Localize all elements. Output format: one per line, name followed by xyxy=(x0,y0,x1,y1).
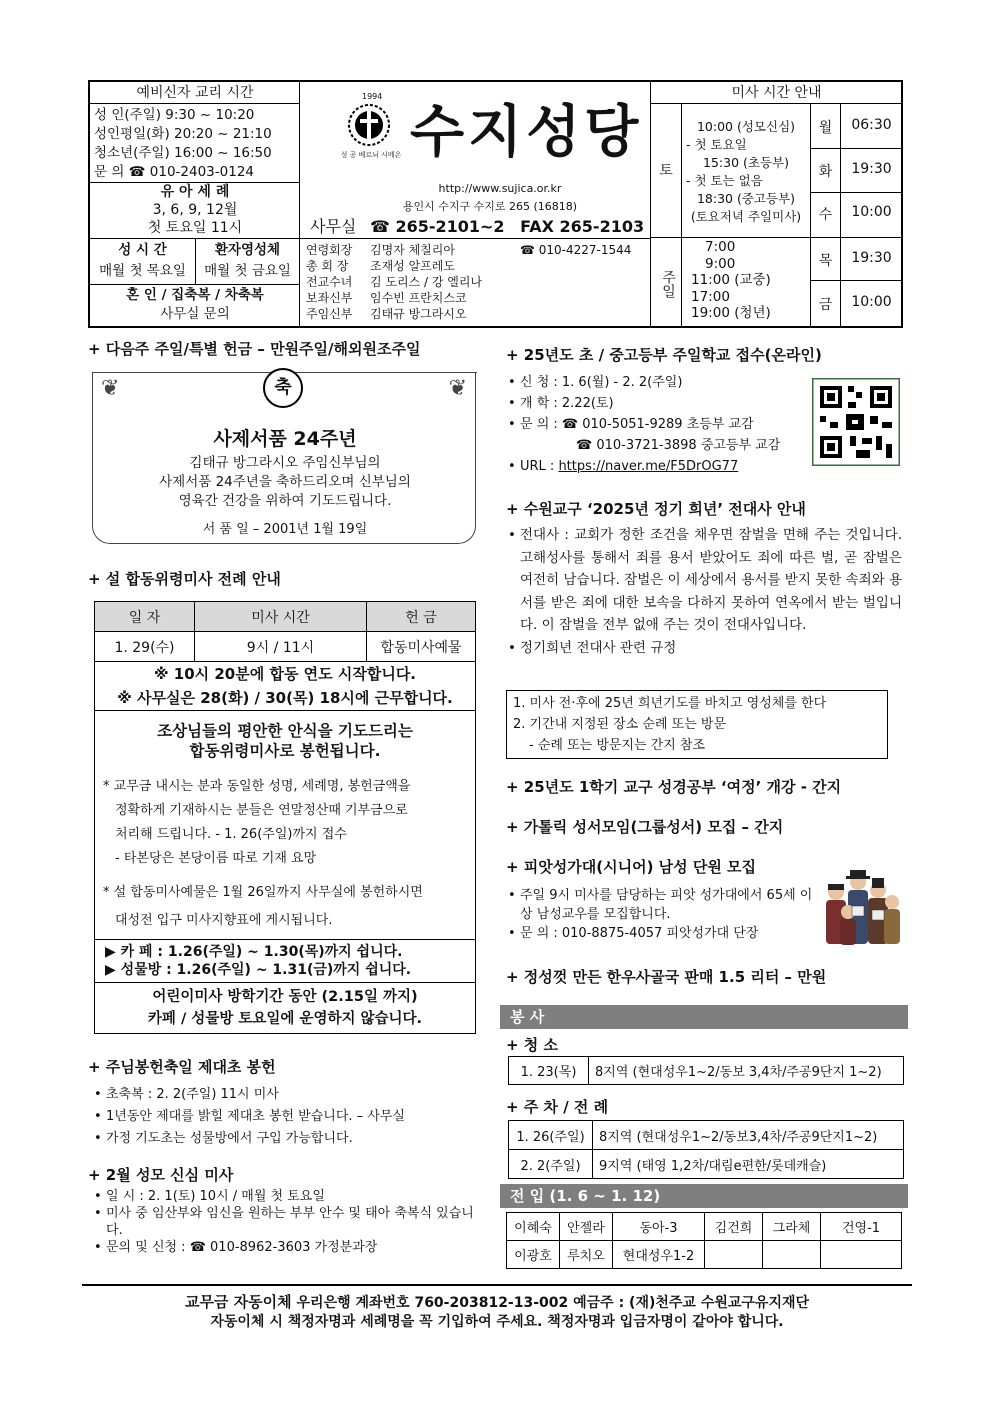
shop-closed: ▶ 성물방 : 1.26(주일) ~ 1.31(금)까지 쉽니다. xyxy=(105,962,412,978)
mass-time: 9:00 xyxy=(705,255,736,272)
table-cell: 1. 29(수) xyxy=(95,632,195,662)
mass-time: 10:00 (성모신심) xyxy=(696,119,796,134)
footer-line: 자동이체 시 책정자명과 세례명을 꼭 기입하여 주세요. 책정자명과 입금자명이 같아야 합니다. xyxy=(210,1314,784,1330)
jubilee-heading: + 수원교구 ‘2025년 정기 희년’ 전대사 안내 xyxy=(506,500,806,518)
jubilee-rule: • 정기희년 전대사 관련 규정 xyxy=(506,637,902,660)
list-item: • 문의 및 신청 : ☎ 010-8962-3603 가정분과장 xyxy=(92,1239,478,1256)
table-cell: 합동미사예물 xyxy=(367,632,476,662)
table-cell: 안젤라 xyxy=(560,1213,613,1241)
catechism-title: 예비신자 교리 시간 xyxy=(90,82,300,104)
sunday-times xyxy=(691,239,809,322)
sunday-label: 주일 xyxy=(660,270,676,298)
footer-divider xyxy=(82,1284,912,1286)
closed-notices xyxy=(95,939,475,982)
infant-baptism-months: 3, 6, 9, 12월 xyxy=(152,202,238,218)
church-address: 용인시 수지구 수지로 265 (16818) xyxy=(402,200,578,213)
jubilee-list xyxy=(506,524,902,659)
table-cell: 현대성우1-2 xyxy=(613,1241,705,1269)
bible-study-heading: + 25년도 1학기 교구 성경공부 ‘여정’ 개강 - 간지 xyxy=(506,778,842,796)
logo-year: 1994 xyxy=(362,92,383,101)
list-item: • 1년동안 제대를 밝힐 제대초 봉헌 받습니다. – 사무실 xyxy=(92,1106,492,1128)
office-label: 사무실 xyxy=(310,217,357,236)
staff-phone: ☎ 010-4227-1544 xyxy=(520,243,632,257)
church-name: 수지성당 xyxy=(410,100,643,165)
celebration-line: 사제서품 24주년을 축하드리오며 신부님의 xyxy=(159,474,411,490)
weekday-fri: 금 xyxy=(818,297,833,313)
celebration-badge: 축 xyxy=(263,368,303,408)
parking-table xyxy=(508,1120,904,1179)
note-line: 정확하게 기재하시는 분들은 연말정산때 기부금으로 xyxy=(115,803,408,818)
staff-name: 김태규 방그라시오 xyxy=(370,307,467,321)
ribbon-right-icon: ❦ xyxy=(448,376,467,401)
table-cell xyxy=(763,1241,821,1269)
offering-heading: + 다음주 주일/특별 헌금 – 만원주일/해외원조주일 xyxy=(88,340,421,358)
note-line: 대성전 입구 미사지향표에 게시됩니다. xyxy=(115,913,333,928)
staff-role: 전교수녀 xyxy=(306,275,353,289)
note-line: * 교무금 내시는 분과 동일한 성명, 세례명, 봉헌금액을 xyxy=(103,779,411,794)
confession xyxy=(90,240,195,282)
weekday-mon-time: 06:30 xyxy=(851,117,892,133)
catechism-row: 성인평일(화) 20:20 ~ 21:10 xyxy=(94,126,272,142)
staff-list xyxy=(306,242,650,322)
sick-day: 매월 첫 금요일 xyxy=(204,263,291,279)
table-header: 헌 금 xyxy=(367,602,476,632)
list-item: • 주일 9시 미사를 담당하는 피앗 성가대에서 65세 이상 남성교우를 모집합니다. xyxy=(506,886,816,924)
table-cell: 9지역 (태영 1,2차/대림e편한/롯데캐슬) xyxy=(593,1150,904,1179)
saturday-label: 토 xyxy=(659,163,673,179)
catechism-row: 성 인(주일) 9:30 ~ 10:20 xyxy=(94,107,255,123)
list-item: • 초축복 : 2. 2(주일) 11시 미사 xyxy=(92,1084,492,1106)
notice-line: ※ 10시 20분에 합동 연도 시작합니다. xyxy=(153,665,417,683)
table-cell: 이광호 xyxy=(507,1241,560,1269)
weekday-tue: 화 xyxy=(818,164,833,180)
cafe-closed: ▶ 카 페 : 1.26(주일) ~ 1.30(목)까지 쉽니다. xyxy=(105,944,403,960)
table-cell xyxy=(821,1241,902,1269)
rule-line: 2. 기간내 지정된 장소 순례 또는 방문 xyxy=(513,717,727,732)
list-item: • 가정 기도초는 성물방에서 구입 가능합니다. xyxy=(92,1128,492,1150)
staff-row xyxy=(306,290,650,306)
cross-icon xyxy=(346,102,392,148)
confession-title: 성 시 간 xyxy=(118,242,167,258)
footer-bold: 교무금 자동이체 xyxy=(184,1293,292,1311)
list-item: • 신 청 : 1. 6(월) - 2. 2(주일) xyxy=(506,372,806,393)
table-header: 미사 시간 xyxy=(195,602,367,632)
seol-notices xyxy=(94,662,476,1034)
seol-mass-heading: + 설 합동위령미사 전례 안내 xyxy=(88,570,281,588)
infant-baptism-day: 첫 토요일 11시 xyxy=(147,220,243,236)
staff-name: 조재성 알프레도 xyxy=(370,259,455,273)
list-item: • 개 학 : 2.22(토) xyxy=(506,393,806,414)
sunday-school-list xyxy=(506,372,806,477)
celebration-title: 사제서품 24주년 xyxy=(213,428,357,450)
catechism-row: 문 의 ☎ 010-2403-0124 xyxy=(94,164,254,180)
staff-name: 김명자 체칠리아 xyxy=(370,243,455,257)
infant-baptism-title: 유 아 세 례 xyxy=(160,184,230,200)
table-cell: 8지역 (현대성우1~2/동보3,4차/주공9단지1~2) xyxy=(593,1121,904,1150)
moving-table xyxy=(506,1212,902,1269)
staff-role: 주임신부 xyxy=(306,307,353,321)
mass-time: - 첫 토요일 xyxy=(686,137,747,152)
choir-heading: + 피앗성가대(시니어) 남성 단원 모집 xyxy=(506,858,757,876)
ancestors-line: 합동위령미사로 봉헌됩니다. xyxy=(189,742,381,760)
office-fax: FAX 265-2103 xyxy=(520,217,645,236)
list-item: ☎ 010-3721-3898 중고등부 교감 xyxy=(576,438,781,453)
mass-time: 17:00 xyxy=(691,288,730,305)
list-item: • 문 의 : ☎ 010-5051-9289 초등부 교감 xyxy=(506,414,806,435)
mass-time: 11:00 (교중) xyxy=(691,272,771,288)
firstfruits-heading: + 주님봉헌축일 제대초 봉헌 xyxy=(88,1058,276,1076)
weekday-mon: 월 xyxy=(818,120,833,136)
table-cell: 1. 26(주일) xyxy=(509,1121,593,1150)
weekday-tue-time: 19:30 xyxy=(851,161,892,177)
saturday-times xyxy=(682,118,810,226)
seol-mass-panel xyxy=(94,601,476,1034)
notice-line: ※ 사무실은 28(화) / 30(목) 18시에 근무합니다. xyxy=(95,686,475,711)
list-item: • 일 시 : 2. 1(토) 10시 / 매월 첫 토요일 xyxy=(92,1188,478,1205)
choir-singers-image xyxy=(818,862,902,948)
ordination-date: 서 품 일 – 2001년 1월 19일 xyxy=(202,522,368,537)
vacation-notice xyxy=(95,982,475,1033)
mass-schedule xyxy=(650,82,901,326)
jubilee-text: • 전대사 : 교회가 정한 조건을 채우면 잠벌을 면해 주는 것입니다. 고해성사를 통해서 죄를 용서 받았어도 죄에 따른 벌, 곧 잠벌은 여전히 남습니다. 잠벌은 이 세상에서 용서를 받지 못한 속죄와 용서를 받은 죄에 대한 보속을 다하지 못하여 연옥에서 받는 벌입니다. 이 잠벌을 전부 없애 주는 것이 전대사입니다. xyxy=(506,524,902,637)
header-center xyxy=(300,82,650,326)
firstfruits-list xyxy=(92,1084,492,1150)
footer-line xyxy=(82,1293,912,1313)
soup-sale-heading: + 정성껏 만든 한우사골국 판매 1.5 리터 – 만원 xyxy=(506,968,827,986)
table-cell: 이혜숙 xyxy=(507,1213,560,1241)
ribbon-left-icon: ❦ xyxy=(101,376,120,401)
table-cell: 루치오 xyxy=(560,1241,613,1269)
weekday-fri-time: 10:00 xyxy=(851,294,892,310)
staff-row xyxy=(306,258,650,274)
footer xyxy=(82,1293,912,1332)
weekday-wed-time: 10:00 xyxy=(851,204,892,220)
vacation-line: 어린이미사 방학기간 동안 (2.15일 까지) xyxy=(152,989,418,1005)
logo-caption: 성 공 베르뇌 시메온 xyxy=(340,151,402,159)
celebration-line: 영육간 건강을 위하여 기도드립니다. xyxy=(178,493,392,509)
staff-name: 임수빈 프란치스코 xyxy=(370,291,467,305)
church-url[interactable]: http://www.sujica.or.kr xyxy=(438,182,562,195)
celebration-message xyxy=(93,454,477,511)
cleaning-table xyxy=(508,1056,904,1085)
staff-row xyxy=(306,274,650,290)
mass-time: 19:00 (청년) xyxy=(691,305,771,321)
mass-time: - 첫 토는 없음 xyxy=(686,173,763,188)
moving-bar: 전 입 (1. 6 ~ 1. 12) xyxy=(500,1184,908,1208)
mass-time: 18:30 (중고등부) xyxy=(696,191,796,206)
table-cell: 9시 / 11시 xyxy=(195,632,367,662)
rule-line: - 순례 또는 방문지는 간지 참조 xyxy=(529,738,706,753)
note-line: * 설 합동미사예물은 1월 26일까지 사무실에 봉헌하시면 xyxy=(103,885,423,900)
staff-role: 총 회 장 xyxy=(306,259,349,273)
weekday-thu: 목 xyxy=(818,253,833,269)
url-label: URL : xyxy=(520,459,559,474)
qr-code-icon[interactable] xyxy=(812,378,900,466)
table-cell: 그라체 xyxy=(763,1213,821,1241)
table-cell: 2. 2(주일) xyxy=(509,1150,593,1179)
sunday-school-link[interactable]: https://naver.me/F5DrOG77 xyxy=(558,459,739,474)
header-box xyxy=(88,80,903,328)
marian-heading: + 2월 성모 신심 미사 xyxy=(88,1166,234,1184)
bible-group-heading: + 가톨릭 성서모임(그룹성서) 모집 – 간지 xyxy=(506,818,784,836)
catechism-row: 청소년(주일) 16:00 ~ 16:50 xyxy=(94,145,272,161)
mass-time: (토요저녁 주일미사) xyxy=(690,209,802,224)
marian-list xyxy=(92,1188,478,1256)
celebration-line: 김태규 방그라시오 주임신부님의 xyxy=(189,455,381,471)
seol-mass-table xyxy=(94,601,476,662)
sunday-school-heading: + 25년도 초 / 중고등부 주일학교 접수(온라인) xyxy=(506,346,822,364)
list-item: • 미사 중 임산부와 임신을 원하는 부부 안수 및 태아 축복식 있습니다. xyxy=(92,1205,478,1239)
footer-account: 우리은행 계좌번호 760-203812-13-002 예금주 : (재)천주교 수원교구유지재단 xyxy=(291,1295,810,1311)
office-phone: ☎ 265-2101~2 xyxy=(369,217,505,236)
jubilee-rule-box xyxy=(506,690,888,759)
mass-time: 15:30 (초등부) xyxy=(703,155,789,170)
catechism-schedule xyxy=(94,106,300,182)
offering-note xyxy=(95,871,475,939)
table-cell: 동아-3 xyxy=(613,1213,705,1241)
parking-heading: + 주 차 / 전 례 xyxy=(506,1098,609,1116)
table-cell: 건영-1 xyxy=(821,1213,902,1241)
sick-title: 환자영성체 xyxy=(214,242,281,258)
url-item xyxy=(506,456,806,477)
table-cell: 김건희 xyxy=(705,1213,763,1241)
mass-time: 7:00 xyxy=(705,239,736,255)
staff-row xyxy=(306,306,650,322)
staff-role: 연령회장 xyxy=(306,243,353,257)
weekday-thu-time: 19:30 xyxy=(851,250,892,266)
note-line: 처리해 드립니다. - 1. 26(주일)까지 접수 xyxy=(115,827,347,842)
wedding-contact: 사무실 문의 xyxy=(160,306,230,322)
table-cell: 1. 23(목) xyxy=(509,1057,589,1085)
staff-row xyxy=(306,242,650,258)
list-item: • 문 의 : 010-8875-4057 피앗성가대 단장 xyxy=(506,924,816,943)
header-left xyxy=(90,82,300,326)
office-contact xyxy=(310,214,644,237)
staff-name: 김 도리스 / 강 엘리나 xyxy=(370,275,483,289)
choir-list xyxy=(506,886,816,943)
table-cell xyxy=(705,1241,763,1269)
vacation-line: 카페 / 성물방 토요일에 운영하지 않습니다. xyxy=(147,1011,423,1027)
celebration-box xyxy=(92,372,476,544)
wedding xyxy=(90,286,300,324)
staff-role: 보좌신부 xyxy=(306,291,353,305)
wedding-title: 혼 인 / 집축복 / 차축복 xyxy=(126,287,264,303)
confession-day: 매월 첫 목요일 xyxy=(99,263,186,279)
service-bar: 봉 사 xyxy=(500,1005,908,1029)
table-cell: 8지역 (현대성우1~2/동보 3,4차/주공9단지 1~2) xyxy=(589,1057,904,1085)
sick-communion xyxy=(195,240,300,282)
church-logo xyxy=(336,92,406,162)
ancestors-line: 조상님들의 평안한 안식을 기도드리는 xyxy=(157,722,413,740)
rule-line: 1. 미사 전·후에 25년 희년기도를 바치고 영성체를 한다 xyxy=(513,696,827,711)
table-header: 일 자 xyxy=(95,602,195,632)
cleaning-heading: + 청 소 xyxy=(506,1036,558,1054)
mass-title: 미사 시간 안내 xyxy=(651,82,902,104)
weekday-wed: 수 xyxy=(818,207,833,223)
infant-baptism xyxy=(90,183,300,237)
note-line: - 타본당은 본당이름 따로 기재 요망 xyxy=(115,851,317,866)
tax-note xyxy=(95,761,475,871)
